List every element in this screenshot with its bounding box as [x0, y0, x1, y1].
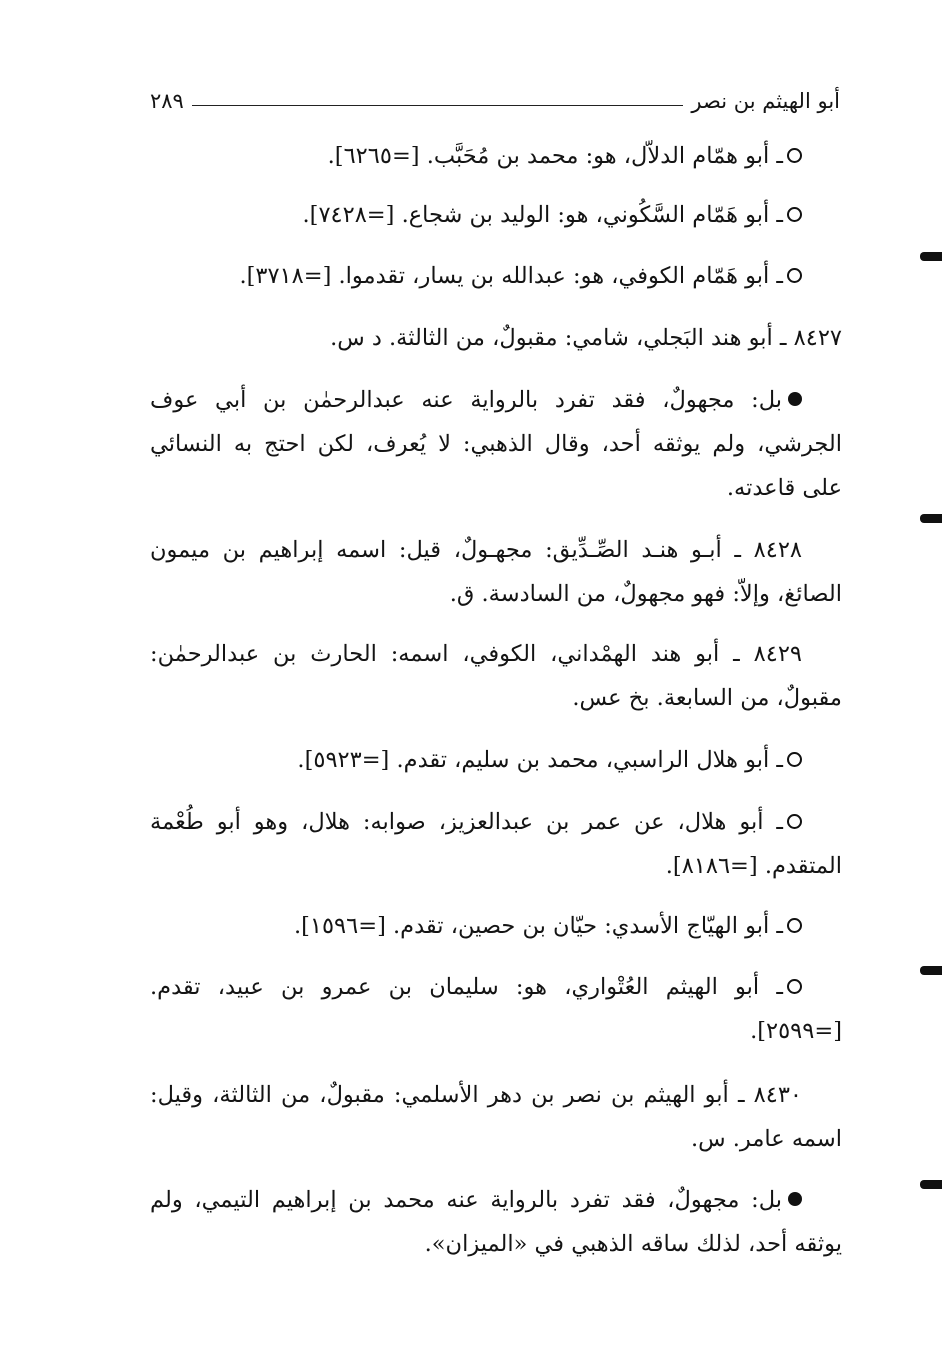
header-title: أبو الهيثم بن نصر — [691, 89, 840, 113]
cross-reference-entry — [150, 193, 842, 237]
numbered-entry — [150, 632, 842, 720]
numbered-entry — [150, 316, 842, 360]
entry-text: بل: مجهولٌ، فقد تفرد بالرواية عنه محمد بن إبراهيم التيمي، ولم — [150, 1187, 782, 1213]
entry-text: ـ أبو هلال الراسبي، محمد بن سليم، تقدم. [=٥٩٢٣]. — [297, 747, 783, 773]
entry-line — [150, 800, 842, 844]
cross-reference-entry — [150, 965, 842, 1053]
entry-line: ٨٤٢٧ ـ أبو هند البَجلي، شامي: مقبولٌ، من الثالثة. د س. — [330, 325, 842, 351]
entry-line — [150, 1178, 842, 1222]
entry-line: اسمه عامر. س. — [691, 1126, 842, 1152]
commentary-entry — [150, 378, 842, 510]
entry-text: ـ أبو الهيّاج الأسدي: حيّان بن حصين، تقدم. [=١٥٩٦]. — [293, 913, 783, 939]
header-rule — [192, 105, 684, 106]
page-number: ٢٨٩ — [150, 89, 184, 113]
hollow-circle-icon — [787, 207, 802, 222]
entry-line: ٨٤٢٩ ـ أبو هند الهمْداني، الكوفي، اسمه: الحارث بن عبدالرحمٰن: — [150, 641, 802, 667]
filled-bullet-icon — [788, 392, 802, 406]
hollow-circle-icon — [787, 148, 802, 163]
entry-text: ـ أبو هَمّام السَّكُوني، هو: الوليد بن شجاع. [=٧٤٢٨]. — [302, 202, 783, 228]
entry-line — [150, 738, 842, 782]
cross-reference-entry — [150, 738, 842, 782]
hollow-circle-icon — [787, 979, 802, 994]
page-edge-mark — [920, 252, 942, 261]
entry-line: ٨٤٢٨ ـ أبـو هنـد الصِّـدِّيق: مجهـولٌ، قيل: اسمه إبراهيم بن ميمون — [150, 537, 802, 563]
running-header — [150, 88, 840, 114]
entry-text: ـ أبو هلال، عن عمر بن عبدالعزيز، صوابه: هلال، وهو أبو طُعْمة — [150, 809, 783, 835]
entry-line: الصائغ، وإلاّ: فهو مجهولٌ، من السادسة. ق. — [449, 581, 842, 607]
entry-line: ٨٤٣٠ ـ أبو الهيثم بن نصر بن دهر الأسلمي: مقبولٌ، من الثالثة، وقيل: — [150, 1082, 802, 1108]
cross-reference-entry — [150, 254, 842, 298]
page-edge-mark — [920, 1180, 942, 1189]
entry-line: يوثقه أحد، لذلك ساقه الذهبي في «الميزان». — [424, 1231, 842, 1257]
entry-line — [150, 254, 842, 298]
entry-line: مقبولٌ، من السابعة. بخ عس. — [572, 685, 842, 711]
entry-line — [150, 378, 842, 422]
numbered-entry — [150, 1073, 842, 1161]
entry-line: المتقدم. [=٨١٨٦]. — [665, 853, 842, 879]
entry-text: ـ أبو الهيثم العُتْواري، هو: سليمان بن عمرو بن عبيد، تقدم. — [150, 974, 783, 1000]
entry-text: ـ أبو هَمّام الكوفي، هو: عبدالله بن يسار، تقدموا. [=٣٧١٨]. — [239, 263, 783, 289]
page-edge-mark — [920, 966, 942, 975]
filled-bullet-icon — [788, 1192, 802, 1206]
numbered-entry — [150, 528, 842, 616]
entry-line: على قاعدته. — [726, 475, 842, 501]
cross-reference-entry — [150, 800, 842, 888]
page-edge-mark — [920, 514, 942, 523]
entry-text: ـ أبو همّام الدلاّل، هو: محمد بن مُحَبَّب. [=٦٢٦٥]. — [327, 143, 783, 169]
hollow-circle-icon — [787, 918, 802, 933]
hollow-circle-icon — [787, 268, 802, 283]
entry-text: بل: مجهولٌ، فقد تفرد بالرواية عنه عبدالرحمٰن بن أبي عوف — [150, 387, 782, 413]
cross-reference-entry — [150, 134, 842, 178]
commentary-entry — [150, 1178, 842, 1266]
entry-line — [150, 904, 842, 948]
hollow-circle-icon — [787, 752, 802, 767]
hollow-circle-icon — [787, 814, 802, 829]
cross-reference-entry — [150, 904, 842, 948]
entry-line — [150, 193, 842, 237]
entry-line — [150, 965, 842, 1009]
entry-line: الجرشي، ولم يوثقه أحد، وقال الذهبي: لا يُعرف، لكن احتج به النسائي — [150, 431, 842, 457]
entry-line — [150, 134, 842, 178]
entry-line: [=٢٥٩٩]. — [750, 1018, 842, 1044]
